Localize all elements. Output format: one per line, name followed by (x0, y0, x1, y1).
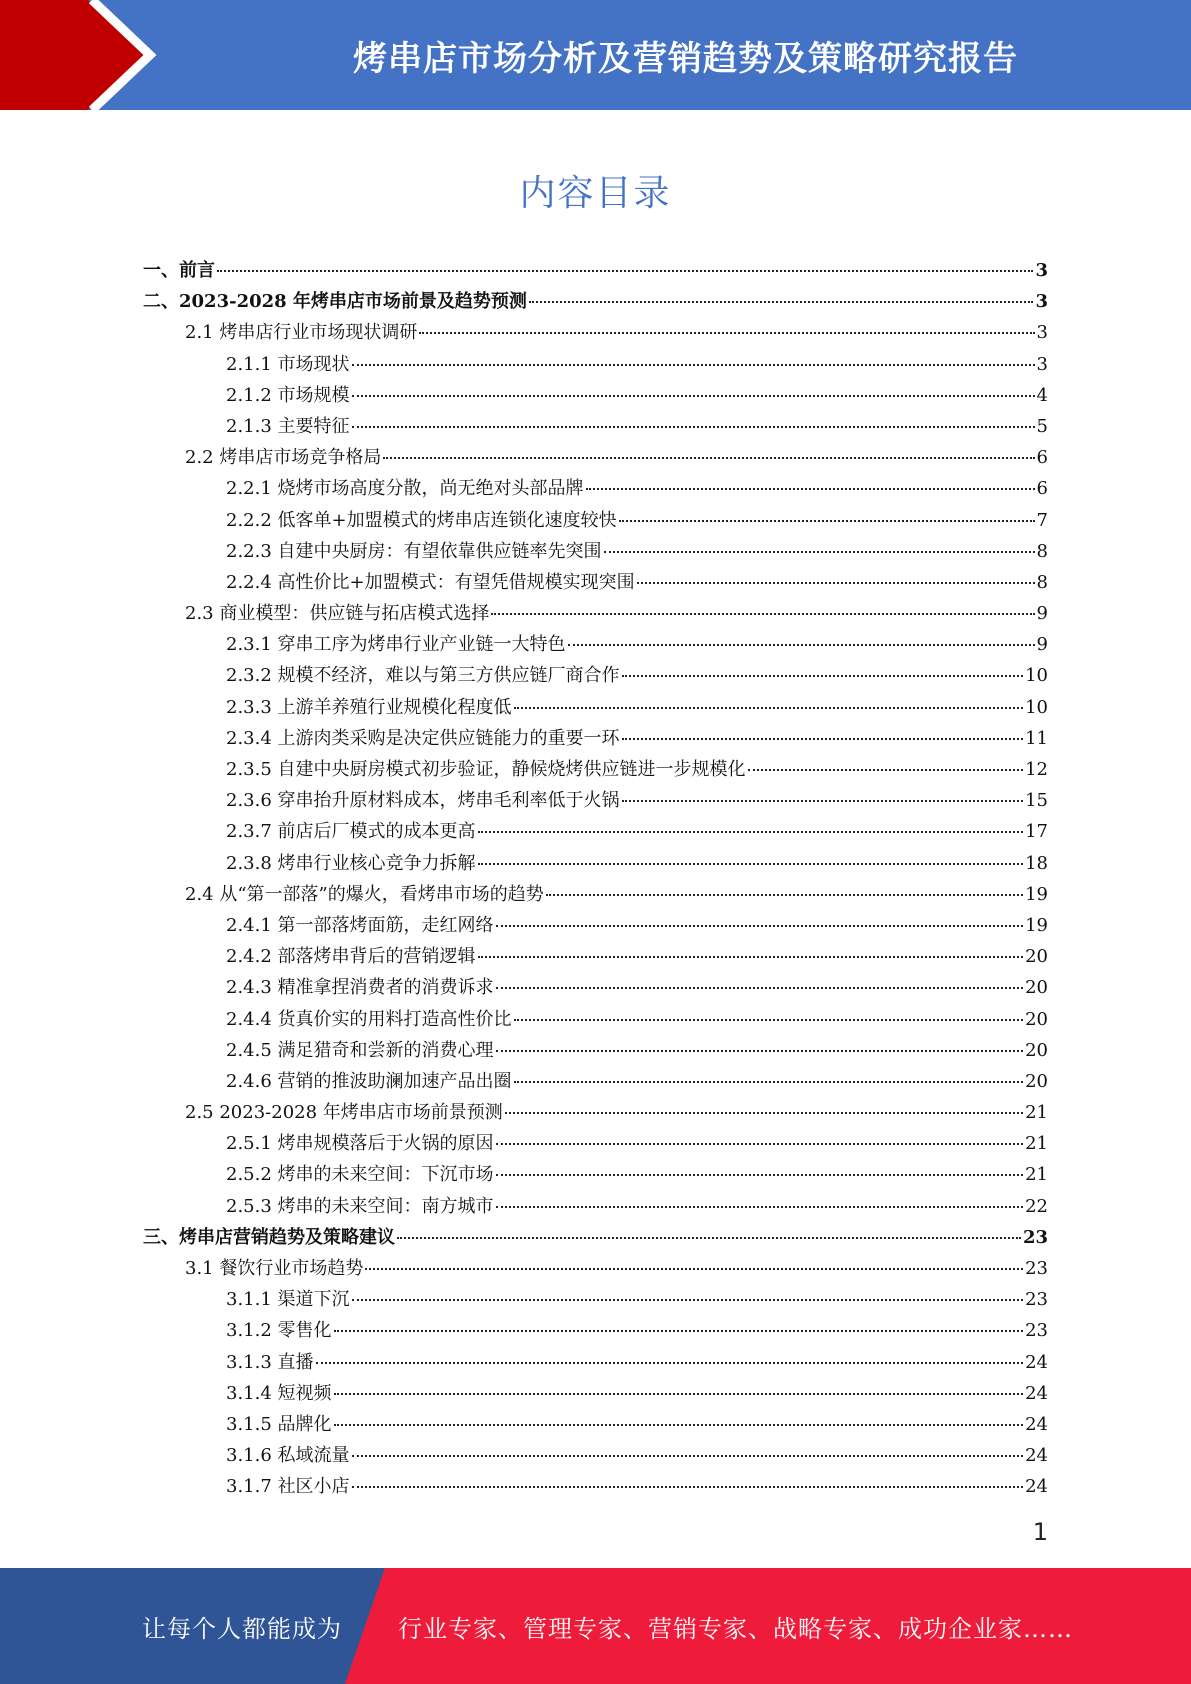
toc-leader-dots (478, 956, 1024, 958)
toc-entry[interactable] (143, 536, 1048, 567)
toc-leader-dots (397, 1237, 1021, 1239)
toc-entry-page: 24 (1025, 1413, 1048, 1435)
toc-entry[interactable] (143, 692, 1048, 723)
toc-leader-dots (496, 1050, 1024, 1052)
toc-entry-label: 2.1 烤串店行业市场现状调研 (185, 322, 418, 344)
toc-entry-page: 6 (1036, 478, 1048, 500)
toc-leader-dots (604, 551, 1035, 553)
toc-entry-page: 20 (1025, 1070, 1048, 1092)
toc-entry[interactable] (143, 1035, 1048, 1066)
toc-entry[interactable] (143, 754, 1048, 785)
toc-entry-page: 18 (1025, 852, 1048, 874)
header-banner (0, 0, 1191, 110)
toc-leader-dots (491, 613, 1034, 615)
toc-leader-dots (637, 582, 1035, 584)
toc-entry-page: 20 (1025, 1039, 1048, 1061)
toc-entry[interactable] (143, 910, 1048, 941)
toc-leader-dots (334, 1424, 1024, 1426)
toc-entry-label: 2.4.4 货真价实的用料打造高性价比 (226, 1008, 512, 1030)
toc-entry[interactable] (143, 1409, 1048, 1440)
toc-entry-page: 9 (1036, 634, 1048, 656)
toc-leader-dots (496, 1206, 1024, 1208)
toc-leader-dots (546, 894, 1023, 896)
toc-entry-page: 19 (1025, 883, 1048, 905)
toc-entry[interactable] (143, 1222, 1048, 1253)
toc-entry-page: 20 (1025, 1008, 1048, 1030)
toc-entry-page: 24 (1025, 1351, 1048, 1373)
toc-entry[interactable] (143, 1004, 1048, 1035)
toc-entry[interactable] (143, 598, 1048, 629)
toc-entry[interactable] (143, 505, 1048, 536)
toc-entry-label: 2.3 商业模型：供应链与拓店模式选择 (185, 603, 490, 625)
toc-leader-dots (748, 769, 1024, 771)
toc-entry[interactable] (143, 1191, 1048, 1222)
toc-entry-label: 3.1.1 渠道下沉 (226, 1289, 350, 1311)
toc-entry-label: 2.5.1 烤串规模落后于火锅的原因 (226, 1133, 494, 1155)
toc-entry-page: 7 (1036, 509, 1048, 531)
toc-entry-label: 2.2.4 高性价比+加盟模式：有望凭借规模实现突围 (226, 571, 635, 593)
toc-entry[interactable] (143, 1128, 1048, 1159)
footer-banner (0, 1568, 1191, 1684)
toc-entry-page: 23 (1025, 1289, 1048, 1311)
toc-leader-dots (496, 1174, 1024, 1176)
toc-entry-page: 10 (1025, 665, 1048, 687)
toc-leader-dots (619, 520, 1035, 522)
toc-leader-dots (365, 1268, 1023, 1270)
toc-entry[interactable] (143, 848, 1048, 879)
toc-list (143, 255, 1048, 1503)
toc-leader-dots (217, 270, 1033, 272)
toc-entry-label: 2.2.1 烧烤市场高度分散，尚无绝对头部品牌 (226, 478, 584, 500)
toc-entry[interactable] (143, 1378, 1048, 1409)
toc-entry[interactable] (143, 1159, 1048, 1190)
toc-entry-label: 2.1.3 主要特征 (226, 415, 350, 437)
footer-slogan: 让每个人都能成为 (142, 1614, 342, 1643)
toc-entry-label: 三、烤串店营销趋势及策略建议 (143, 1226, 395, 1248)
toc-entry-page: 3 (1036, 353, 1048, 375)
toc-entry-label: 3.1 餐饮行业市场趋势 (185, 1258, 364, 1279)
toc-leader-dots (622, 675, 1024, 677)
toc-entry-page: 3 (1036, 322, 1048, 344)
toc-leader-dots (478, 863, 1024, 865)
toc-entry[interactable] (143, 286, 1048, 317)
toc-entry-page: 21 (1025, 1164, 1048, 1186)
toc-entry-page: 23 (1025, 1258, 1048, 1279)
toc-leader-dots (352, 364, 1035, 366)
toc-entry-page: 17 (1025, 821, 1048, 843)
toc-entry[interactable] (143, 473, 1048, 504)
toc-entry[interactable] (143, 442, 1048, 473)
toc-entry[interactable] (143, 816, 1048, 847)
toc-leader-dots (496, 925, 1024, 927)
toc-leader-dots (568, 644, 1035, 646)
toc-entry-page: 24 (1025, 1476, 1048, 1498)
toc-entry-page: 4 (1036, 384, 1048, 406)
toc-entry-label: 3.1.3 直播 (226, 1351, 314, 1373)
toc-entry[interactable] (143, 972, 1048, 1003)
toc-title: 内容目录 (519, 173, 672, 214)
toc-entry-page: 24 (1025, 1445, 1048, 1467)
toc-entry-page: 11 (1025, 727, 1048, 749)
toc-entry-page: 20 (1025, 977, 1048, 999)
toc-entry-label: 2.4.5 满足猎奇和尝新的消费心理 (226, 1039, 494, 1061)
toc-entry-page: 21 (1025, 1133, 1048, 1155)
toc-entry[interactable] (143, 255, 1048, 286)
toc-leader-dots (352, 426, 1035, 428)
toc-entry[interactable] (143, 1471, 1048, 1502)
toc-entry-label: 2.4 从“第一部落”的爆火，看烤串市场的趋势 (185, 883, 544, 905)
toc-leader-dots (383, 457, 1034, 459)
toc-entry-page: 12 (1025, 759, 1048, 780)
toc-entry-page: 21 (1025, 1102, 1048, 1124)
toc-entry-label: 二、2023-2028 年烤串店市场前景及趋势预测 (143, 291, 527, 313)
toc-entry-label: 2.3.4 上游肉类采购是决定供应链能力的重要一环 (226, 727, 620, 749)
toc-entry-label: 2.3.1 穿串工序为烤串行业产业链一大特色 (226, 634, 566, 656)
toc-entry-label: 2.3.6 穿串抬升原材料成本，烤串毛利率低于火锅 (226, 790, 620, 812)
toc-entry[interactable] (143, 1347, 1048, 1378)
toc-entry[interactable] (143, 317, 1048, 348)
toc-entry-page: 10 (1025, 696, 1048, 718)
toc-entry-label: 2.3.7 前店后厂模式的成本更高 (226, 821, 476, 843)
toc-leader-dots (514, 707, 1024, 709)
toc-entry-label: 2.1.2 市场规模 (226, 384, 350, 406)
toc-leader-dots (529, 301, 1034, 303)
toc-leader-dots (514, 1019, 1024, 1021)
toc-entry-label: 3.1.2 零售化 (226, 1320, 332, 1342)
footer-roles: 行业专家、管理专家、营销专家、战略专家、成功企业家…… (398, 1614, 1073, 1643)
toc-leader-dots (352, 1299, 1024, 1301)
toc-leader-dots (352, 1455, 1024, 1457)
toc-entry[interactable] (143, 1097, 1048, 1128)
toc-entry-page: 15 (1025, 790, 1048, 812)
toc-entry-label: 2.1.1 市场现状 (226, 353, 350, 375)
toc-leader-dots (622, 800, 1024, 802)
toc-entry[interactable] (143, 879, 1048, 910)
toc-entry-page: 9 (1036, 603, 1048, 625)
toc-entry-page: 6 (1036, 447, 1048, 469)
toc-leader-dots (505, 1112, 1023, 1114)
toc-leader-dots (514, 1081, 1024, 1083)
toc-leader-dots (352, 395, 1035, 397)
toc-leader-dots (478, 831, 1024, 833)
report-title: 烤串店市场分析及营销趋势及策略研究报告 (353, 38, 1018, 79)
toc-entry-label: 2.4.2 部落烤串背后的营销逻辑 (226, 946, 476, 968)
toc-entry[interactable] (143, 785, 1048, 816)
toc-entry-label: 2.3.2 规模不经济，难以与第三方供应链厂商合作 (226, 665, 620, 687)
toc-entry[interactable] (143, 1315, 1048, 1346)
toc-entry[interactable] (143, 349, 1048, 380)
toc-leader-dots (496, 987, 1024, 989)
toc-entry[interactable] (143, 1284, 1048, 1315)
toc-entry[interactable] (143, 723, 1048, 754)
toc-entry[interactable] (143, 380, 1048, 411)
toc-entry-page: 3 (1035, 260, 1048, 281)
toc-entry-page: 3 (1035, 291, 1048, 313)
toc-entry-label: 2.2.2 低客单+加盟模式的烤串店连锁化速度较快 (226, 509, 617, 531)
toc-entry[interactable] (143, 567, 1048, 598)
toc-entry[interactable] (143, 411, 1048, 442)
toc-leader-dots (316, 1362, 1024, 1364)
toc-entry-page: 23 (1025, 1320, 1048, 1342)
toc-leader-dots (496, 1143, 1024, 1145)
toc-entry-label: 2.3.3 上游羊养殖行业规模化程度低 (226, 696, 512, 718)
toc-leader-dots (622, 738, 1024, 740)
toc-entry[interactable] (143, 1440, 1048, 1471)
toc-entry-label: 3.1.7 社区小店 (226, 1476, 350, 1498)
toc-leader-dots (586, 488, 1035, 490)
toc-entry-label: 3.1.4 短视频 (226, 1382, 332, 1404)
toc-entry-label: 2.4.6 营销的推波助澜加速产品出圈 (226, 1070, 512, 1092)
toc-entry-label: 2.3.5 自建中央厨房模式初步验证，静候烧烤供应链进一步规模化 (226, 759, 746, 780)
toc-entry-page: 22 (1025, 1195, 1048, 1217)
toc-entry-page: 19 (1025, 914, 1048, 936)
toc-entry-page: 20 (1025, 946, 1048, 968)
toc-entry-page: 8 (1036, 540, 1048, 562)
toc-entry[interactable] (143, 660, 1048, 691)
toc-entry-page: 24 (1025, 1382, 1048, 1404)
toc-entry[interactable] (143, 941, 1048, 972)
toc-entry-label: 3.1.5 品牌化 (226, 1413, 332, 1435)
toc-leader-dots (334, 1393, 1024, 1395)
toc-entry-label: 2.4.1 第一部落烤面筋，走红网络 (226, 914, 494, 936)
toc-entry-label: 3.1.6 私域流量 (226, 1445, 350, 1467)
toc-leader-dots (352, 1486, 1024, 1488)
toc-entry-label: 2.4.3 精准拿捏消费者的消费诉求 (226, 977, 494, 999)
toc-entry[interactable] (143, 1253, 1048, 1284)
toc-entry-label: 一、前言 (143, 260, 215, 281)
toc-entry-label: 2.2 烤串店市场竞争格局 (185, 447, 382, 469)
toc-entry[interactable] (143, 1066, 1048, 1097)
toc-leader-dots (334, 1330, 1024, 1332)
toc-entry-label: 2.5.2 烤串的未来空间：下沉市场 (226, 1164, 494, 1186)
toc-entry-label: 2.2.3 自建中央厨房：有望依靠供应链率先突围 (226, 540, 602, 562)
toc-entry-page: 8 (1036, 571, 1048, 593)
toc-entry-page: 23 (1022, 1226, 1048, 1248)
toc-entry[interactable] (143, 629, 1048, 660)
toc-entry-label: 2.5.3 烤串的未来空间：南方城市 (226, 1195, 494, 1217)
toc-leader-dots (419, 332, 1034, 334)
header-arrow-decoration (0, 0, 190, 110)
toc-entry-page: 5 (1036, 415, 1048, 437)
toc-entry-label: 2.5 2023-2028 年烤串店市场前景预测 (185, 1102, 503, 1124)
toc-entry-label: 2.3.8 烤串行业核心竞争力拆解 (226, 852, 476, 874)
page-number: 1 (1032, 1518, 1048, 1546)
